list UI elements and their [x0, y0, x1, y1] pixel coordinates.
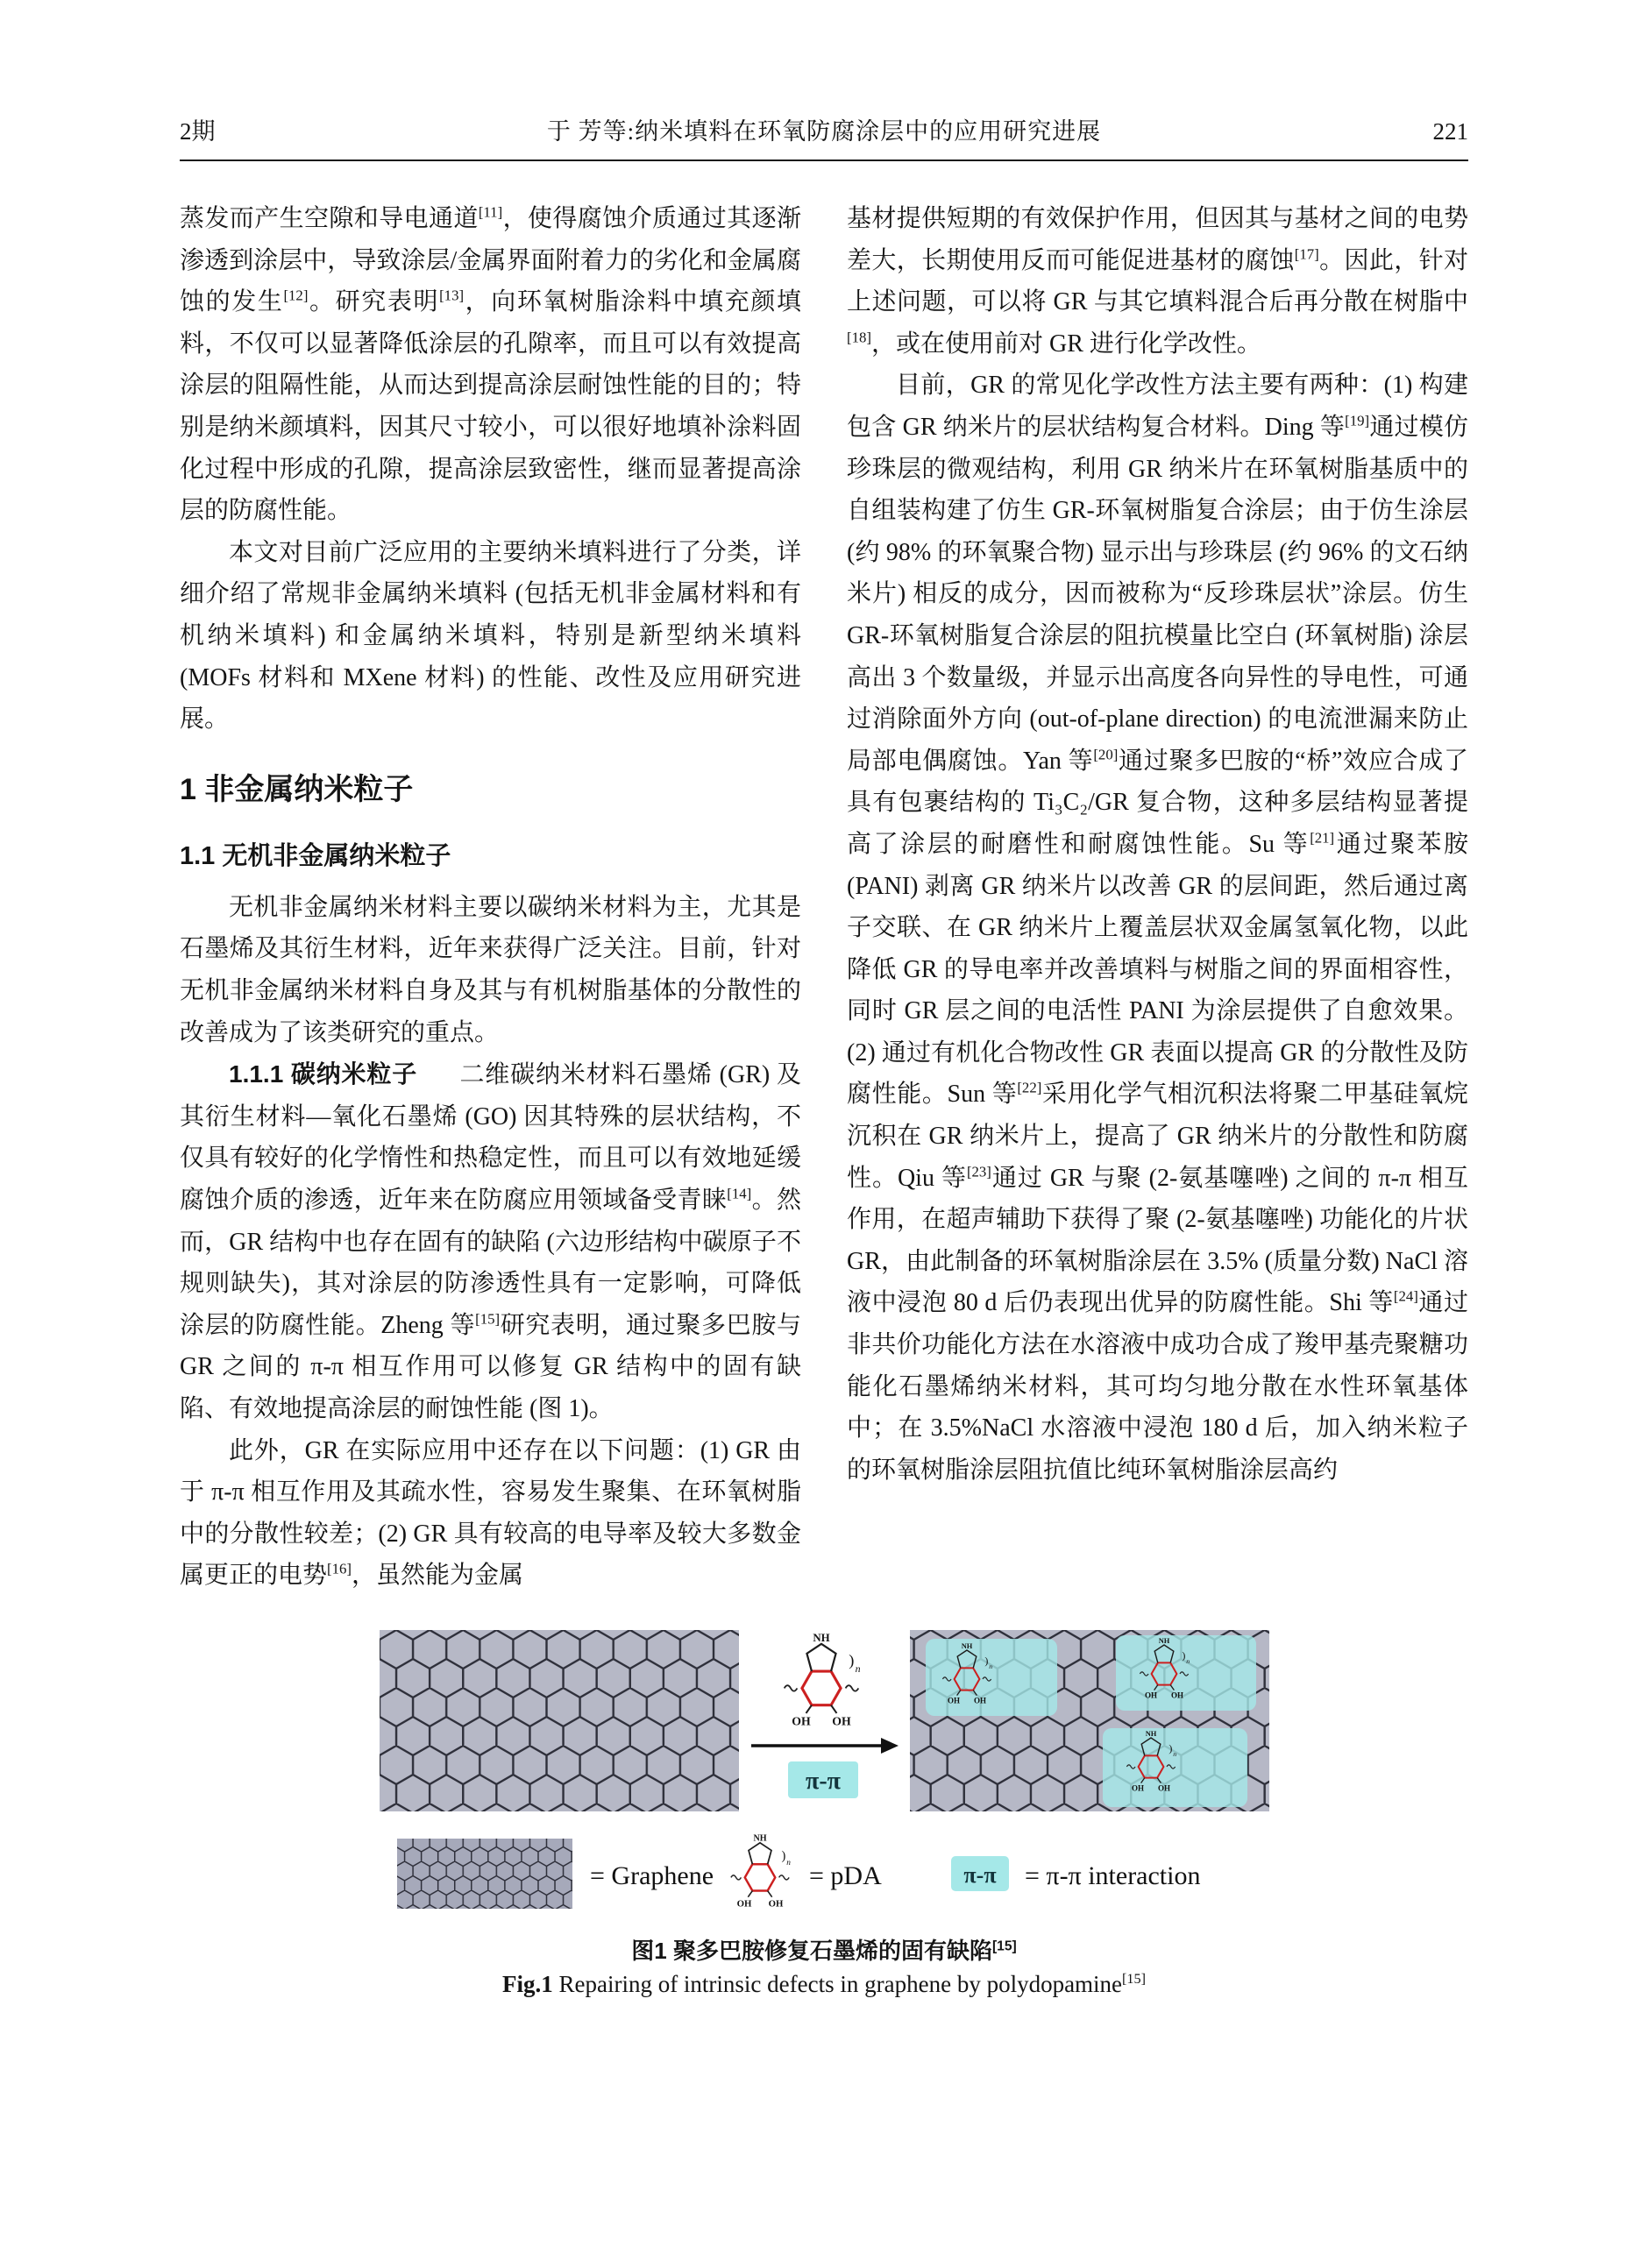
- paragraph: 基材提供短期的有效保护作用，但因其与基材之间的电势差大，长期使用反而可能促进基材的腐蚀[17]。因此，针对上述问题，可以将 GR 与其它填料混合后再分散在树脂中[18]，或在使用前对 GR 进行化学改性。: [847, 205, 1468, 358]
- header-rule: [180, 159, 1468, 161]
- page-number: 221: [1432, 118, 1468, 145]
- legend-pi-chip-label: π-π: [963, 1861, 997, 1888]
- paragraph: 本文对目前广泛应用的主要纳米填料进行了分类，详细介绍了常规非金属纳米填料 (包括无机非金属材料和有机纳米填料) 和金属纳米填料，特别是新型纳米填料 (MOFs 材料和 MXene 材料) 的性能、改性及应用研究进展。: [180, 538, 801, 734]
- graphene-lattice-right: [910, 1630, 1269, 1811]
- caption-zh-number: 图1: [631, 1937, 667, 1964]
- left-column: [180, 198, 801, 1597]
- figure-caption-zh: [180, 1933, 1468, 1966]
- reaction-arrow-head: [881, 1738, 899, 1754]
- legend-pda-molecule: [730, 1834, 790, 1910]
- page-header: [180, 112, 1468, 146]
- figure-caption: [180, 1933, 1468, 1998]
- figure-1-graphic: [380, 1630, 1269, 1919]
- paragraph: 蒸发而产生空隙和导电通道[11]，使得腐蚀介质通过其逐渐渗透到涂层中，导致涂层/金属界面附着力的劣化和金属腐蚀的发生[12]。研究表明[13]，向环氧树脂涂料中填充颜填料，不仅可以显著降低涂层的孔隙率，而且可以有效提高涂层的阻隔性能，从而达到提高涂层耐蚀性能的目的；特别是纳米颜填料，因其尺寸较小，可以很好地填补涂料固化过程中形成的孔隙，提高涂层致密性，继而显著提高涂层的防腐性能。: [180, 203, 801, 525]
- paragraph: 此外，GR 在实际应用中还存在以下问题：(1) GR 由于 π-π 相互作用及其疏水性，容易发生聚集、在环氧树脂中的分散性较差；(2) GR 具有较高的电导率及较大多数金属更正的电势[16]，虽然能为金属: [180, 1436, 801, 1590]
- caption-zh-text: 聚多巴胺修复石墨烯的固有缺陷[15]: [672, 1937, 1017, 1964]
- section-heading: 1 非金属纳米粒子: [180, 772, 414, 806]
- figure-caption-en: [180, 1971, 1468, 1998]
- caption-en-number: Fig.1: [501, 1970, 553, 1997]
- lattice-left-hexes: [380, 1630, 739, 1811]
- highlight-patch: [1116, 1635, 1256, 1711]
- legend-pda-label: = pDA: [808, 1860, 882, 1890]
- graphene-lattice-left: [380, 1630, 739, 1811]
- issue-label: 2期: [180, 118, 216, 145]
- paragraph: [180, 1053, 801, 1429]
- caption-en-text: Repairing of intrinsic defects in graphene by polydopamine[15]: [558, 1970, 1147, 1997]
- figure-1: [180, 1630, 1468, 1998]
- legend-graphene-swatch: [397, 1839, 572, 1909]
- pi-pi-label: π-π: [805, 1767, 841, 1795]
- figure-legend: [397, 1834, 1200, 1910]
- legend-pi-text: = π-π interaction: [1024, 1860, 1200, 1890]
- paragraph: 目前，GR 的常见化学改性方法主要有两种：(1) 构建包含 GR 纳米片的层状结构复合材料。Ding 等[19]通过模仿珍珠层的微观结构，利用 GR 纳米片在环氧树脂基质中的自组装构建了仿生 GR-环氧树脂复合涂层；由于仿生涂层 (约 98% 的环氧聚合物) 显示出与珍珠层 (约 96% 的文石纳米片) 相反的成分，因而被称为“反珍珠层状”涂层。仿生 GR-环氧树脂复合涂层的阻抗模量比空白 (环氧树脂) 涂层高出 3 个数量级，并显示出高度各向异性的导电性，可通过消除面外方向 (out-of-plane direction) 的电流泄漏来防止局部电偶腐蚀。Yan 等[20]通过聚多巴胺的“桥”效应合成了具有包裹结构的 Ti₃C₂/GR 复合物，这种多层结构显著提高了涂层的耐磨性和耐腐蚀性能。Su 等[21]通过聚苯胺 (PANI) 剥离 GR 纳米片以改善 GR 的层间距，然后通过离子交联、在 GR 纳米片上覆盖层状双金属氢氧化物，以此降低 GR 的导电率并改善填料与树脂之间的界面相容性，同时 GR 层之间的电活性 PANI 为涂层提供了自愈效果。(2) 通过有机化合物改性 GR 表面以提高 GR 的分散性及防腐性能。Sun 等[22]采用化学气相沉积法将聚二甲基硅氧烷沉积在 GR 纳米片上，提高了 GR 纳米片的分散性和防腐性。Qiu 等[23]通过 GR 与聚 (2-氨基噻唑) 之间的 π-π 相互作用，在超声辅助下获得了聚 (2-氨基噻唑) 功能化的片状 GR，由此制备的环氧树脂涂层在 3.5% (质量分数) NaCl 溶液中浸泡 80 d 后仍表现出优异的防腐性能。Shi 等[24]通过非共价功能化方法在水溶液中成功合成了羧甲基壳聚糖功能化石墨烯纳米材料，其可均匀地分散在水性环氧基体中；在 3.5%NaCl 水溶液中浸泡 180 d 后，加入纳米粒子的环氧树脂涂层阻抗值比纯环氧树脂涂层高约: [847, 372, 1468, 1484]
- two-column-body: [180, 198, 1468, 1597]
- pda-molecule-main: [784, 1632, 860, 1728]
- subsubsection-heading: 1.1.1 碳纳米粒子: [229, 1060, 418, 1088]
- reaction-scheme: [751, 1632, 899, 1798]
- legend-graphene-label: = Graphene: [589, 1860, 714, 1890]
- subsection-heading: 1.1 无机非金属纳米粒子: [180, 841, 451, 870]
- running-title: 于 芳等:纳米填料在环氧防腐涂层中的应用研究进展: [546, 118, 1102, 145]
- right-column: [847, 198, 1468, 1597]
- paragraph: 无机非金属纳米材料主要以碳纳米材料为主，尤其是石墨烯及其衍生材料，近年来获得广泛关注。目前，针对无机非金属纳米材料自身及其与有机树脂基体的分散性的改善成为了该类研究的重点。: [180, 893, 801, 1046]
- paragraph-text: 二维碳纳米材料石墨烯 (GR) 及其衍生材料—氧化石墨烯 (GO) 因其特殊的层状结构，不仅具有较好的化学惰性和热稳定性，而且可以有效地延缓腐蚀介质的渗透，近年来在防腐应用领域备受青睐[14]。然而，GR 结构中也存在固有的缺陷 (六边形结构中碳原子不规则缺失)，其对涂层的防渗透性具有一定影响，可降低涂层的防腐性能。Zheng 等[15]研究表明，通过聚多巴胺与 GR 之间的 π-π 相互作用可以修复 GR 结构中的固有缺陷、有效地提高涂层的耐蚀性能 (图 1)。: [180, 1061, 801, 1422]
